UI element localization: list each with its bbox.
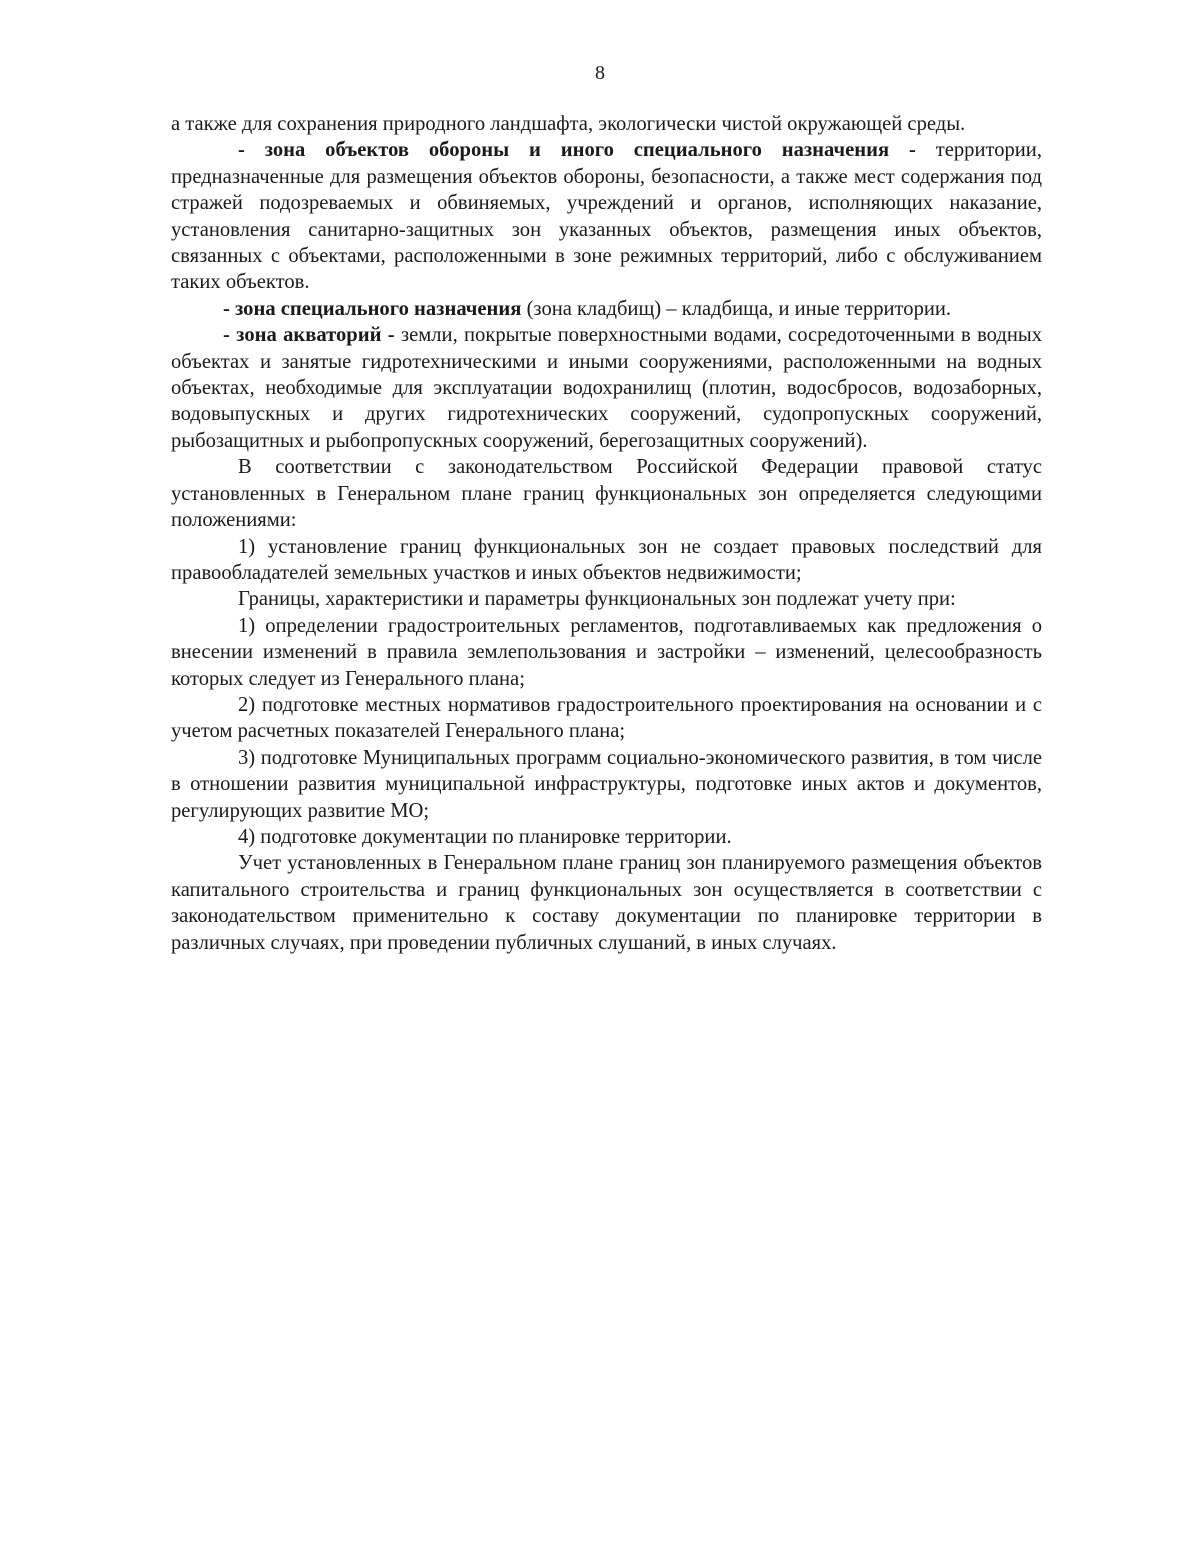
paragraph-legal-status: В соответствии с законодательством Российской Федерации правовой статус установленных в Генеральном плане границ функциональных зон определяется следующими положениями: (171, 456, 1042, 532)
page-number: 8 (595, 62, 605, 84)
paragraph-water-zone (171, 322, 1042, 454)
paragraph-item-1: 1) определении градостроительных регламентов, подготавливаемых как предложения о внесении изменений в правила землепользования и застройки – изменений, целесообразность которых следует из Генерального плана; (171, 614, 1042, 690)
paragraph-item-2: 2) подготовке местных нормативов градостроительного проектирования на основании и с учетом расчетных показателей Генерального плана; (171, 693, 1042, 743)
special-zone-definition: (зона кладбищ) – кладбища, и иные территории. (521, 297, 952, 320)
paragraph-defense-zone (171, 137, 1042, 295)
special-zone-term: - зона специального назначения (223, 297, 522, 320)
paragraph-item-4: 4) подготовке документации по планировке территории. (238, 825, 732, 848)
paragraph-conclusion: Учет установленных в Генеральном плане границ зон планируемого размещения объектов капитального строительства и границ функциональных зон осуществляется в соответствии с законодательством применительно к составу документации по планировке территории в различных случаях, при проведении публичных слушаний, в иных случаях. (171, 852, 1042, 954)
water-zone-definition: земли, покрытые поверхностными водами, сосредоточенными в водных объектах и занятые гидротехническими и иными сооружениями, расположенными на водных объектах, необходимые для эксплуатации водохранилищ (плотин, водосбросов, водозаборных, водовыпускных и других гидротехнических сооружений, судопропускных сооружений, рыбозащитных и рыбопропускных сооружений, берегозащитных сооружений). (171, 324, 1042, 452)
paragraph-provision-1: 1) установление границ функциональных зон не создает правовых последствий для правообладателей земельных участков и иных объектов недвижимости; (171, 535, 1042, 584)
document-body (171, 111, 1042, 956)
water-zone-term: - зона акваторий - (223, 324, 395, 347)
defense-zone-term: - зона объектов обороны и иного специального назначения - (238, 139, 916, 162)
defense-zone-definition: территории, предназначенные для размещения объектов обороны, безопасности, а также мест содержания под стражей подозреваемых и обвиняемых, учреждений и органов, исполняющих наказание, установления санитарно-защитных зон указанных объектов, размещения иных объектов, связанных с объектами, расположенными в зоне режимных территорий, либо с обслуживанием таких объектов. (171, 139, 1042, 294)
paragraph-accounting-intro: Границы, характеристики и параметры функциональных зон подлежат учету при: (238, 588, 956, 611)
paragraph-item-3: 3) подготовке Муниципальных программ социально-экономического развития, в том числе в отношении развития муниципальной инфраструктуры, подготовке иных актов и документов, регулирующих развитие МО; (171, 746, 1042, 822)
paragraph-special-zone (171, 296, 1042, 322)
paragraph-environment: а также для сохранения природного ландшафта, экологически чистой окружающей среды. (171, 113, 966, 135)
